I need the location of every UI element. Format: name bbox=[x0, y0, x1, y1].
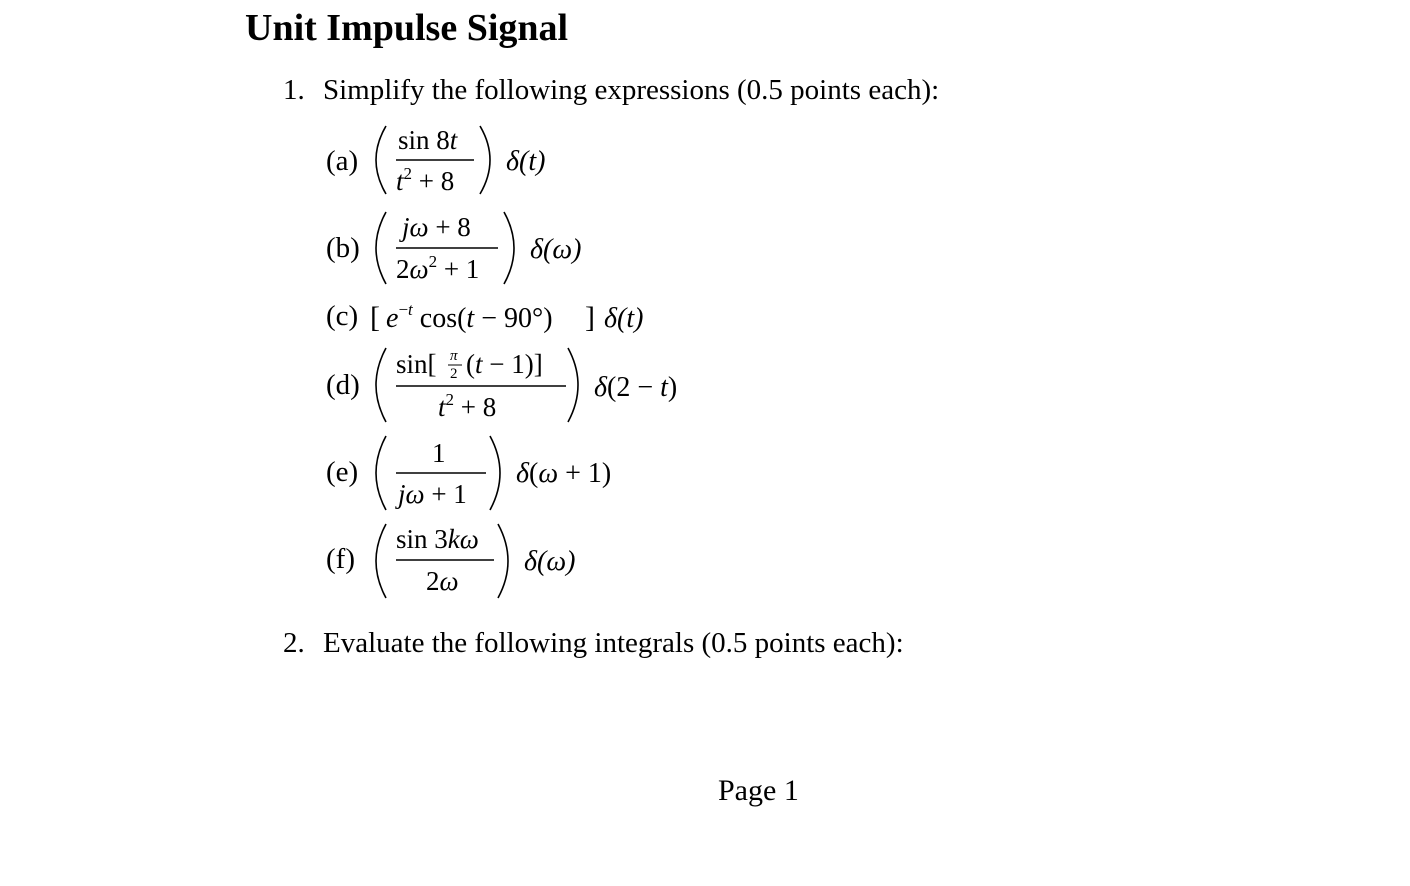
item-b-expression bbox=[370, 206, 610, 290]
item-c-body: e−t cos(t − 90°) bbox=[386, 300, 553, 334]
question-1 bbox=[283, 72, 939, 108]
question-2-text: Evaluate the following integrals (0.5 points each): bbox=[323, 627, 904, 659]
item-a-label: (a) bbox=[326, 145, 359, 177]
item-b-label: (b) bbox=[326, 232, 360, 264]
item-d-label: (d) bbox=[326, 369, 360, 401]
item-d-expression bbox=[370, 342, 710, 428]
item-f-numerator: sin 3kω bbox=[396, 524, 479, 554]
item-c-open-bracket: [ bbox=[370, 301, 380, 334]
item-c-delta: δ(t) bbox=[604, 303, 644, 334]
item-e-numerator: 1 bbox=[432, 438, 446, 468]
item-d-numerator: sin[ bbox=[396, 349, 437, 379]
item-f-expression bbox=[370, 518, 630, 604]
item-d-delta: δ(2 − t) bbox=[594, 372, 678, 403]
item-a-expression bbox=[370, 120, 570, 202]
page-title: Unit Impulse Signal bbox=[245, 7, 569, 49]
question-1-number: 1. bbox=[283, 74, 305, 106]
item-c-close-bracket: ] bbox=[585, 301, 595, 334]
item-f-denominator: 2ω bbox=[426, 566, 459, 596]
svg-text:2: 2 bbox=[450, 366, 458, 382]
item-e-expression bbox=[370, 430, 660, 516]
item-f-label: (f) bbox=[326, 543, 355, 575]
item-e-label: (e) bbox=[326, 456, 359, 488]
item-b-delta: δ(ω) bbox=[530, 234, 582, 265]
question-2 bbox=[283, 625, 904, 661]
item-e-denominator: jω + 1 bbox=[398, 479, 467, 509]
item-c-expression bbox=[370, 292, 670, 340]
item-a-denominator: $t^2 + 8$ bbox=[396, 164, 455, 196]
item-c-label: (c) bbox=[326, 300, 359, 332]
item-d-denominator: $t^2 + 8$ bbox=[438, 390, 497, 422]
item-b-numerator: jω + 8 bbox=[402, 212, 471, 242]
item-f-delta: δ(ω) bbox=[524, 546, 576, 577]
item-a-numerator: sin 8t bbox=[398, 125, 458, 155]
svg-text:(t − 1)]: (t − 1)] bbox=[466, 349, 543, 379]
question-1-text: Simplify the following expressions (0.5 points each): bbox=[323, 74, 940, 106]
item-a-delta: δ(t) bbox=[506, 146, 546, 177]
item-e-delta: δ(ω + 1) bbox=[516, 458, 612, 489]
question-2-number: 2. bbox=[283, 627, 305, 659]
item-b-denominator: $2\omega^2 + 1$ bbox=[396, 252, 480, 284]
page-number: Page 1 bbox=[718, 774, 799, 807]
svg-text:π: π bbox=[450, 348, 458, 364]
